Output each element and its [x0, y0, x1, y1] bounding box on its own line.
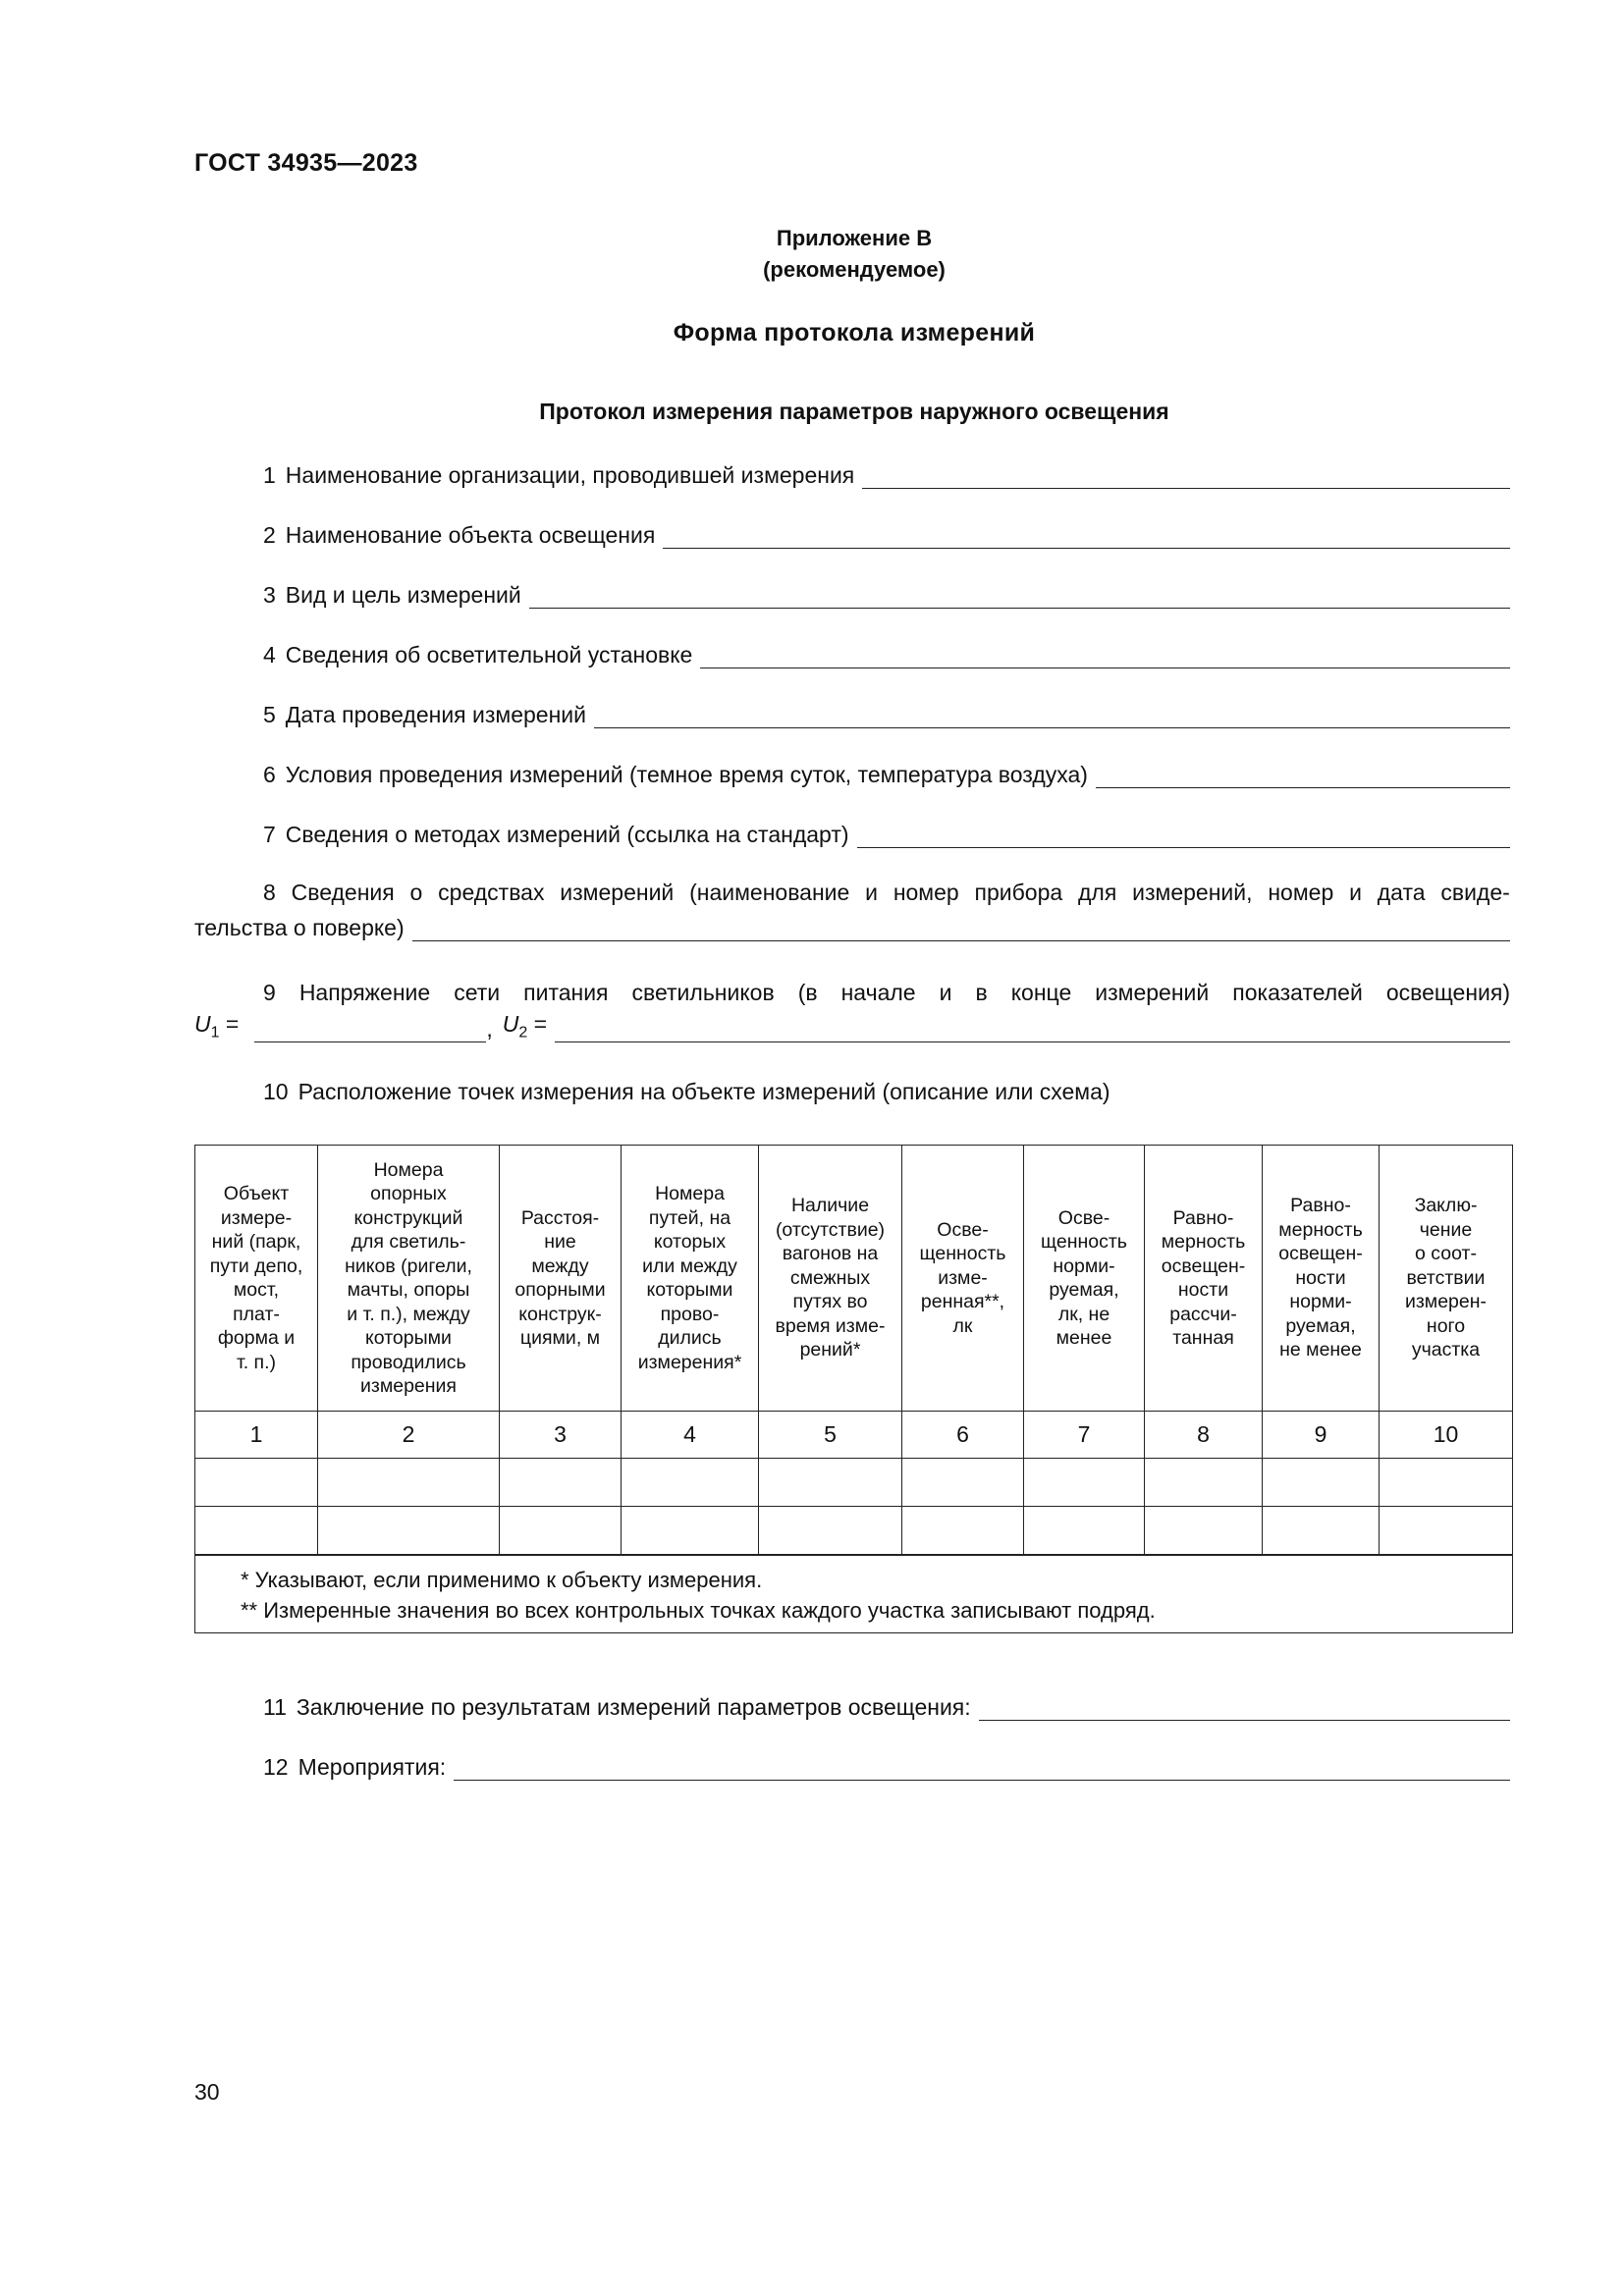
table-cell[interactable] [759, 1459, 902, 1507]
table-cell[interactable] [1145, 1507, 1263, 1556]
word: начале [840, 980, 916, 1005]
field-number: 12 [263, 1754, 289, 1780]
word: номер [1268, 880, 1334, 905]
word: средствах [438, 880, 545, 905]
word: для [1078, 880, 1117, 905]
field-label: Условия проведения измерений (темное время суток, температура воздуха) [285, 762, 1088, 787]
field-blank-line[interactable] [700, 642, 1510, 668]
word: (наименование [689, 880, 850, 905]
field-purpose [263, 577, 1510, 609]
word: о [409, 880, 423, 905]
field-methods [263, 817, 1510, 848]
column-header-text: Равно- мерность освещен- ности норми- руемая, не менее [1278, 1195, 1363, 1362]
column-number: 5 [759, 1412, 902, 1459]
column-header-text: Номера опорных конструкций для светиль- ников (ригели, мачты, опоры и т. п.), между которыми проводились измерения [345, 1158, 472, 1397]
column-header [1263, 1146, 1380, 1412]
field-label: Заключение по результатам измерений параметров освещения: [296, 1694, 971, 1720]
field-number: 11 [263, 1694, 287, 1720]
field-blank-line[interactable] [663, 522, 1510, 549]
table-cell[interactable] [1380, 1459, 1513, 1507]
field-conditions [263, 757, 1510, 788]
form-title: Форма протокола измерений [673, 319, 1036, 347]
table-cell[interactable] [902, 1459, 1024, 1507]
u-symbol: U [502, 1011, 519, 1038]
field-blank-line[interactable] [1096, 762, 1510, 788]
u1-blank-line[interactable] [254, 1016, 486, 1042]
field-blank-line[interactable] [412, 915, 1510, 941]
table-cell[interactable] [318, 1459, 500, 1507]
column-header [1024, 1146, 1145, 1412]
column-number: 6 [902, 1412, 1024, 1459]
word: показателей [1232, 980, 1363, 1005]
column-header-text: Наличие (отсутствие) вагонов на смежных путях во время изме- рений* [775, 1195, 886, 1362]
table-cell[interactable] [902, 1507, 1024, 1556]
word: измерений [1095, 980, 1210, 1005]
field-number: 7 [263, 822, 276, 847]
field-object [263, 517, 1510, 549]
word: и [865, 880, 878, 905]
appendix-title: Приложение В [776, 226, 933, 250]
field-label: Дата проведения измерений [285, 702, 586, 727]
field-number: 2 [263, 522, 276, 548]
column-header-text: Заклю- чение о соот- ветствии измерен- ного участка [1404, 1195, 1488, 1362]
column-number: 8 [1145, 1412, 1263, 1459]
table-cell[interactable] [1145, 1459, 1263, 1507]
column-header-text: Равно- мерность освещен- ности рассчи- танная [1161, 1206, 1246, 1349]
field-label: Наименование организации, проводившей измерения [285, 462, 855, 488]
field-label: Вид и цель измерений [285, 582, 521, 608]
word: дата [1377, 880, 1426, 905]
table-cell[interactable] [1024, 1507, 1145, 1556]
table-notes-row [195, 1555, 1513, 1633]
column-header [1145, 1146, 1263, 1412]
word: прибора [974, 880, 1063, 905]
table-header-row [195, 1146, 1513, 1412]
field-number: 3 [263, 582, 276, 608]
table-row [195, 1459, 1513, 1507]
field-number: 1 [263, 462, 276, 488]
column-header-text: Осве- щенность изме- ренная**, лк [919, 1218, 1006, 1337]
field-number: 10 [263, 1079, 289, 1104]
column-header [195, 1146, 318, 1412]
column-number-row [195, 1412, 1513, 1459]
u-symbol: U [194, 1011, 211, 1038]
field-label: тельства о поверке) [194, 915, 405, 940]
u2-label [503, 1011, 547, 1042]
table-cell[interactable] [500, 1459, 622, 1507]
document-header: ГОСТ 34935—2023 [194, 149, 418, 177]
word: питания [523, 980, 609, 1005]
column-header [902, 1146, 1024, 1412]
field-organization [263, 457, 1510, 489]
field-measures [263, 1749, 1510, 1781]
field-voltage-line1 [263, 980, 1510, 1006]
column-header [1380, 1146, 1513, 1412]
word: освещения) [1385, 980, 1510, 1005]
u-subscript: 1 [210, 1025, 220, 1041]
column-header [622, 1146, 759, 1412]
word: Напряжение [298, 980, 431, 1005]
field-points-layout [263, 1079, 1110, 1105]
comma: , [486, 1016, 493, 1041]
table-notes [195, 1555, 1513, 1633]
column-header-text: Объект измере- ний (парк, пути депо, мост, плат- форма и т. п.) [209, 1183, 303, 1373]
field-label: Расположение точек измерения на объекте измерений (описание или схема) [298, 1079, 1110, 1104]
u-subscript: 2 [518, 1025, 528, 1041]
footnote: * Указывают, если применимо к объекту измерения. [241, 1568, 763, 1592]
column-number: 9 [1263, 1412, 1380, 1459]
word: измерений [560, 880, 675, 905]
table-cell[interactable] [195, 1459, 318, 1507]
field-blank-line[interactable] [979, 1694, 1510, 1721]
equals-sign: = [219, 1011, 240, 1038]
field-instruments-line1 [263, 880, 1510, 906]
word: конце [1010, 980, 1072, 1005]
column-number: 10 [1380, 1412, 1513, 1459]
column-header-text: Номера путей, на которых или между которыми прово- дились измерения* [637, 1183, 742, 1373]
field-blank-line[interactable] [529, 582, 1510, 609]
table-cell[interactable] [1263, 1459, 1380, 1507]
word: измерений, [1132, 880, 1253, 905]
field-conclusion [263, 1689, 1510, 1721]
equals-sign: = [527, 1011, 548, 1038]
table-row [195, 1507, 1513, 1556]
column-number: 3 [500, 1412, 622, 1459]
field-number: 4 [263, 642, 276, 667]
table-cell[interactable] [1263, 1507, 1380, 1556]
table-cell[interactable] [622, 1507, 759, 1556]
word: и [1349, 880, 1362, 905]
table-cell[interactable] [1024, 1459, 1145, 1507]
column-number: 4 [622, 1412, 759, 1459]
field-voltage-line2 [194, 1011, 1510, 1042]
word: светильников [631, 980, 775, 1005]
field-blank-line[interactable] [594, 702, 1510, 728]
word: и [939, 980, 952, 1005]
column-header-text: Расстоя- ние между опорными конструк- циями, м [514, 1206, 606, 1349]
field-blank-line[interactable] [454, 1754, 1510, 1781]
word: (в [797, 980, 818, 1005]
measurement-table [194, 1145, 1513, 1633]
table-cell[interactable] [1380, 1507, 1513, 1556]
u1-label [194, 1011, 239, 1042]
field-label: Мероприятия: [298, 1754, 447, 1780]
field-instruments-line2 [194, 910, 1510, 941]
word: сети [454, 980, 501, 1005]
field-installation [263, 637, 1510, 668]
table-cell[interactable] [195, 1507, 318, 1556]
column-number: 2 [318, 1412, 500, 1459]
table-cell[interactable] [622, 1459, 759, 1507]
field-number: 9 [263, 980, 276, 1005]
table-cell[interactable] [500, 1507, 622, 1556]
word: свиде- [1440, 880, 1510, 905]
word: в [975, 980, 988, 1005]
column-header-text: Осве- щенность норми- руемая, лк, не менее [1041, 1206, 1127, 1349]
page-number: 30 [194, 2079, 220, 2105]
field-label: Сведения о методах измерений (ссылка на стандарт) [285, 822, 849, 847]
column-number: 7 [1024, 1412, 1145, 1459]
appendix-type: (рекомендуемое) [763, 257, 946, 282]
table-cell[interactable] [318, 1507, 500, 1556]
column-number: 1 [195, 1412, 318, 1459]
table-cell[interactable] [759, 1507, 902, 1556]
word: Сведения [291, 880, 395, 905]
column-header [759, 1146, 902, 1412]
u2-blank-line[interactable] [555, 1016, 1510, 1042]
column-header [500, 1146, 622, 1412]
field-label: Наименование объекта освещения [285, 522, 656, 548]
footnote: ** Измеренные значения во всех контрольных точках каждого участка записывают подряд. [241, 1598, 1156, 1623]
field-date [263, 697, 1510, 728]
field-blank-line[interactable] [862, 462, 1510, 489]
word: номер [893, 880, 959, 905]
field-number: 8 [263, 880, 276, 905]
protocol-title: Протокол измерения параметров наружного освещения [539, 399, 1169, 424]
field-blank-line[interactable] [857, 822, 1510, 848]
field-number: 5 [263, 702, 276, 727]
field-number: 6 [263, 762, 276, 787]
field-label: Сведения об осветительной установке [285, 642, 693, 667]
column-header [318, 1146, 500, 1412]
